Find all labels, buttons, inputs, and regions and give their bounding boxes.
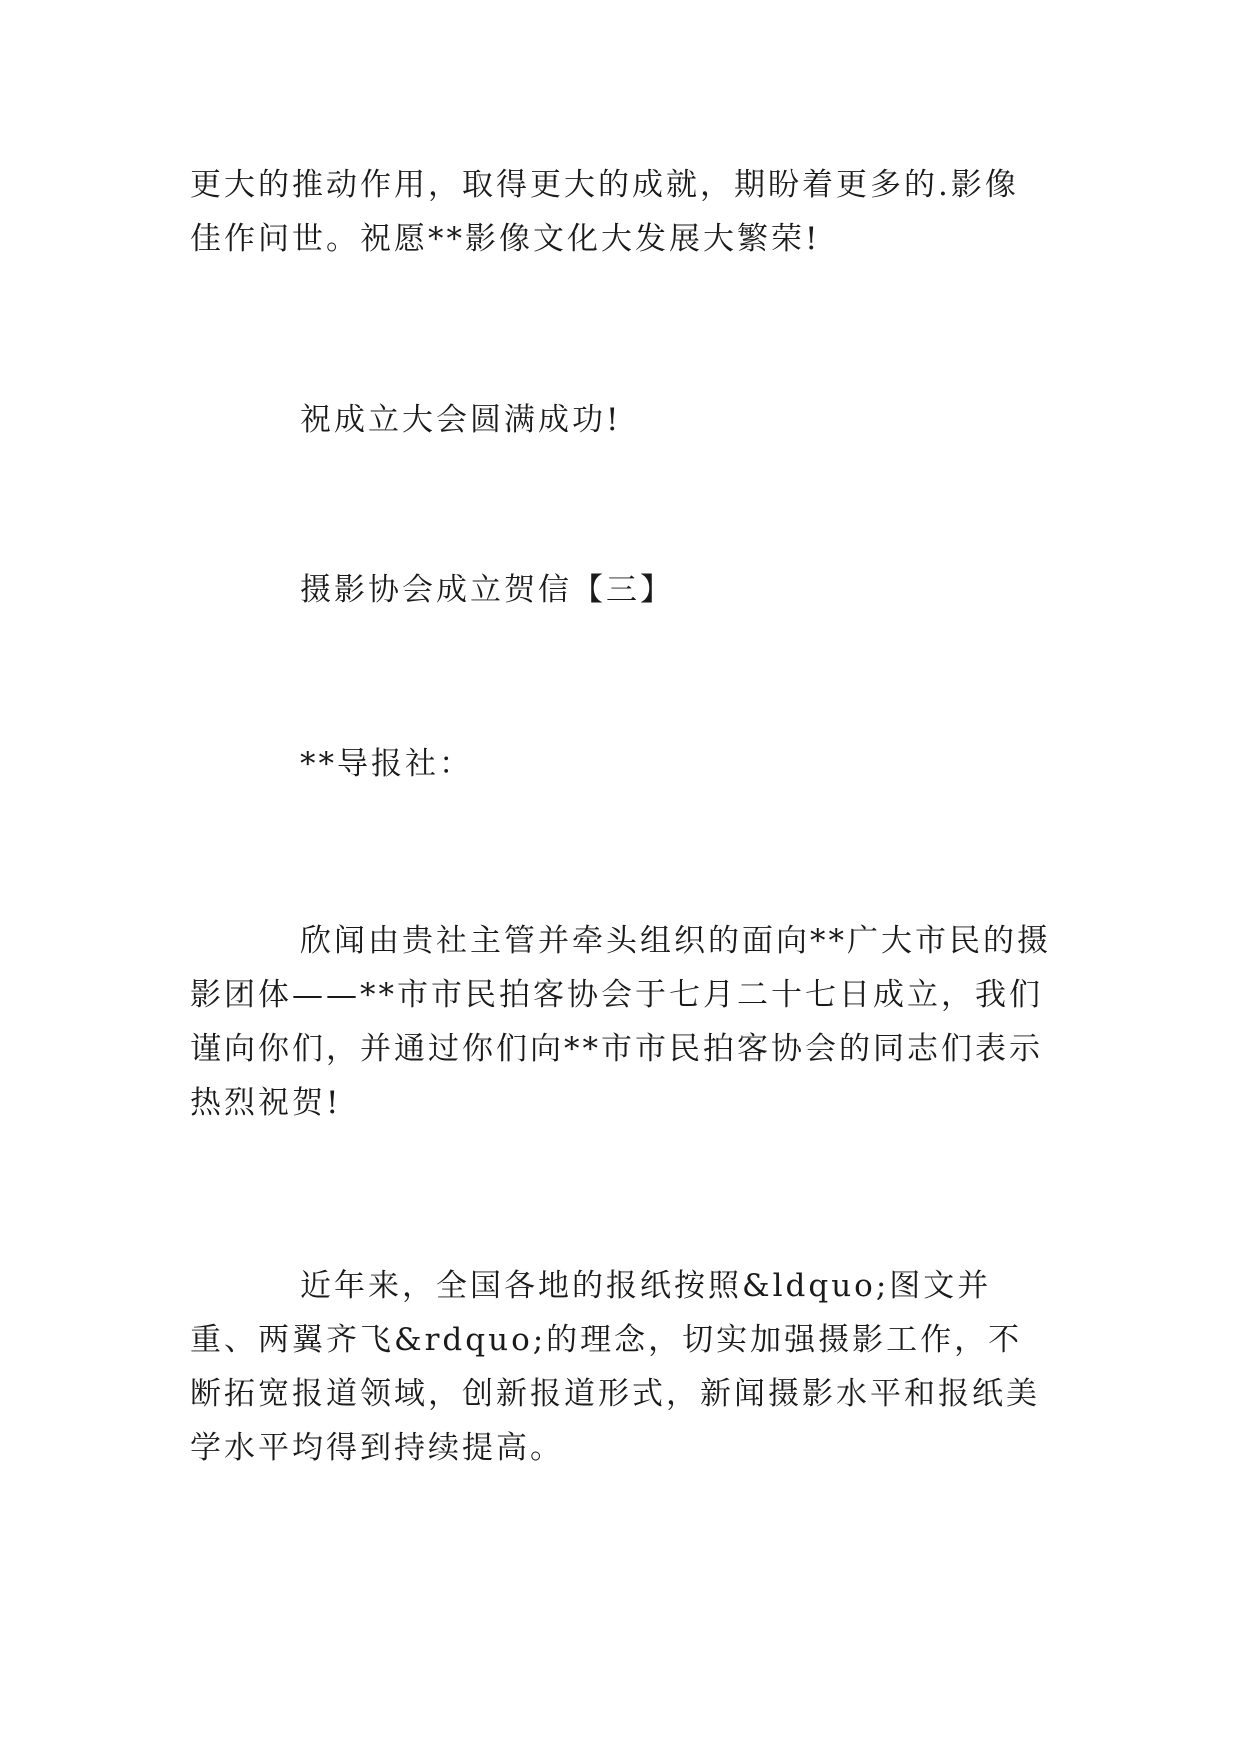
paragraph-closing-wish: 祝成立大会圆满成功! <box>300 402 622 438</box>
paragraph-continuation: 更大的推动作用，取得更大的成就，期盼着更多的.影像佳作问世。祝愿**影像文化大发展大繁荣! <box>190 167 1019 257</box>
paragraph-congratulation: 欣闻由贵社主管并牵头组织的面向**广大市民的摄影团体——**市市民拍客协会于七月二十七日成立，我们谨向你们，并通过你们向**市市民拍客协会的同志们表示热烈祝贺! <box>190 923 1051 1121</box>
section-heading: 摄影协会成立贺信【三】 <box>300 572 674 608</box>
paragraph-recent-years: 近年来，全国各地的报纸按照&ldquo;图文并重、两翼齐飞&rdquo;的理念，切实加强摄影工作，不断拓宽报道领域，创新报道形式，新闻摄影水平和报纸美学水平均得到持续提高。 <box>190 1268 1040 1466</box>
salutation: **导报社： <box>300 746 473 782</box>
